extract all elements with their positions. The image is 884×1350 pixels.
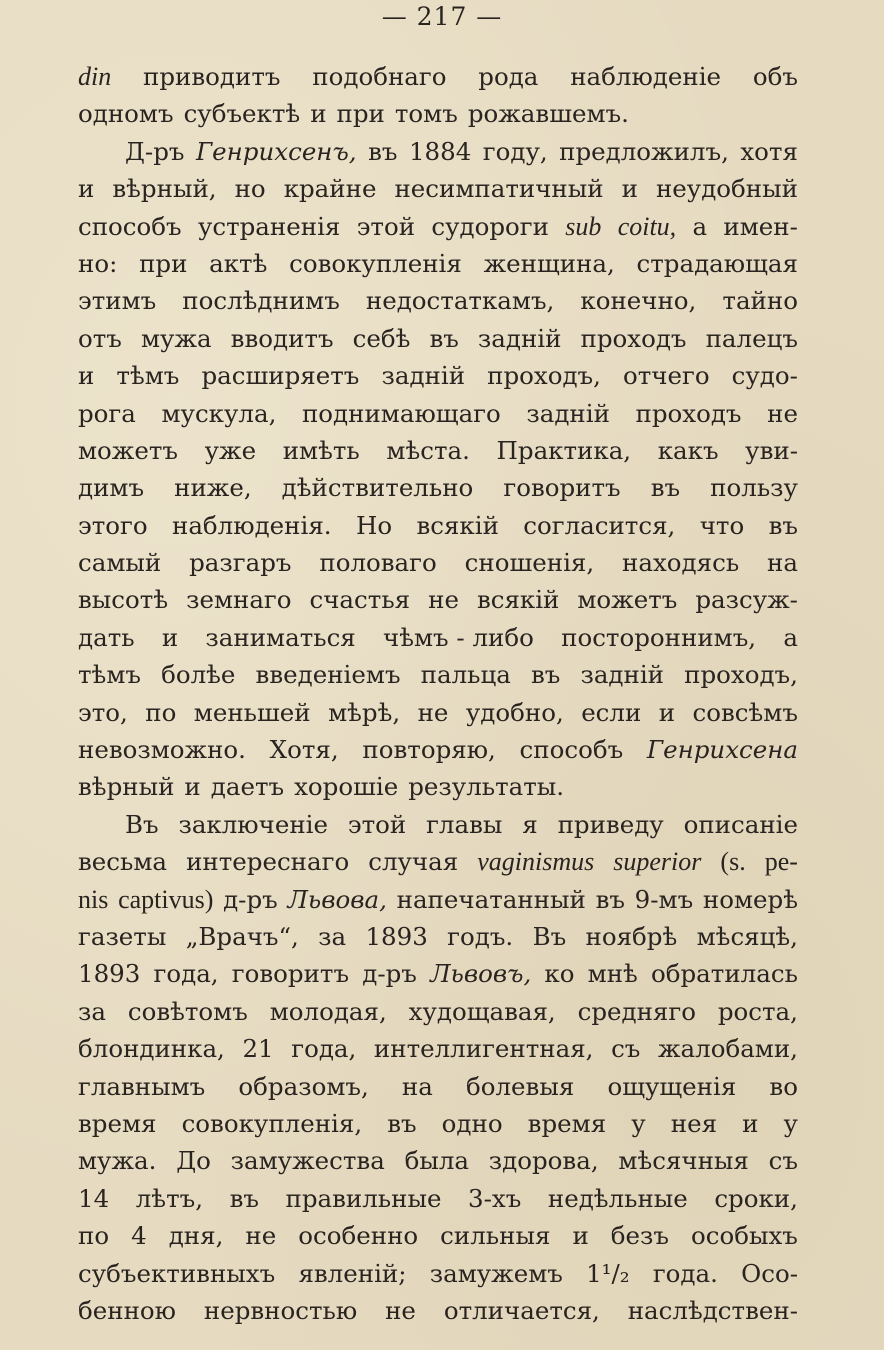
- word: за: [78, 996, 106, 1026]
- word: Въ: [125, 809, 159, 839]
- text-line: [78, 881, 798, 918]
- text-line: [78, 208, 798, 245]
- word: рожавшемъ.: [467, 99, 629, 129]
- word: мѣсячныя: [618, 1146, 749, 1176]
- word: Осо-: [741, 1258, 798, 1288]
- word: и: [78, 174, 95, 204]
- text-line: [78, 1142, 798, 1179]
- word: предложилъ,: [559, 136, 729, 166]
- word: 4: [131, 1221, 147, 1251]
- word: тѣмъ: [78, 660, 141, 690]
- word: сроки,: [714, 1183, 798, 1213]
- word: проходъ: [580, 323, 687, 353]
- word: superior: [613, 847, 702, 877]
- text-line: [78, 1068, 798, 1105]
- word: вѣрный,: [112, 174, 217, 204]
- word: заключеніе: [178, 809, 328, 839]
- text-line: [78, 581, 798, 618]
- text-line: [78, 469, 798, 506]
- word: образомъ,: [238, 1071, 369, 1101]
- word: даетъ: [210, 772, 285, 802]
- word: способъ: [519, 735, 624, 765]
- word: проходъ,: [487, 361, 601, 391]
- word: можетъ: [78, 435, 178, 465]
- word: въ: [768, 510, 798, 540]
- word: находясь: [622, 548, 740, 578]
- text-line: [78, 843, 798, 880]
- word: средняго: [577, 996, 696, 1026]
- word: дня,: [168, 1221, 224, 1251]
- word: была: [404, 1146, 469, 1176]
- word: повторяю,: [362, 735, 496, 765]
- word: поднимающаго: [301, 398, 501, 428]
- word: Львова,: [287, 884, 387, 914]
- text-line: [78, 656, 798, 693]
- word: по: [78, 1221, 110, 1251]
- word: здорова,: [488, 1146, 599, 1176]
- word: худощавая,: [408, 996, 556, 1026]
- word: недѣльные: [547, 1183, 688, 1213]
- text-line: [78, 1217, 798, 1254]
- word: какъ: [657, 435, 719, 465]
- word: д-ръ: [362, 959, 417, 989]
- word: интереснаго: [186, 847, 350, 877]
- word: время: [527, 1108, 607, 1138]
- word: года,: [291, 1034, 357, 1064]
- word: уже: [204, 435, 257, 465]
- word: пальца: [420, 660, 511, 690]
- text-line: [78, 133, 798, 170]
- word: невозможно.: [78, 735, 246, 765]
- text-line: [78, 320, 798, 357]
- word: заниматься: [205, 622, 356, 652]
- word: съ: [611, 1034, 641, 1064]
- text-line: [78, 993, 798, 1030]
- word: особенно: [298, 1221, 419, 1251]
- word: съ: [768, 1146, 798, 1176]
- word: субъектѣ: [183, 99, 301, 129]
- word: имѣть: [282, 435, 360, 465]
- word: бенною: [78, 1295, 176, 1325]
- word: способъ: [78, 211, 182, 241]
- text-line: [78, 1255, 798, 1292]
- word: случая: [368, 847, 459, 877]
- word: мускула,: [161, 398, 277, 428]
- word: 1893: [365, 921, 428, 951]
- word: ноябрѣ: [585, 921, 678, 951]
- word: задній: [526, 398, 610, 428]
- word: палецъ: [705, 323, 798, 353]
- word: молодая,: [269, 996, 387, 1026]
- word: совсѣмъ: [692, 697, 798, 727]
- word: 14: [78, 1183, 110, 1213]
- word: чѣмъ - либо: [383, 622, 534, 652]
- word: самый: [78, 548, 162, 578]
- word: женщина,: [483, 248, 615, 278]
- word: половаго: [319, 548, 437, 578]
- word: высотѣ: [78, 585, 169, 615]
- word: Но: [355, 510, 393, 540]
- word: блондинка,: [78, 1034, 225, 1064]
- word: этой: [347, 809, 407, 839]
- word: и: [572, 1221, 589, 1251]
- word: роста,: [717, 996, 798, 1026]
- word: нея: [670, 1108, 718, 1138]
- word: главнымъ: [78, 1071, 206, 1101]
- word: не: [245, 1221, 277, 1251]
- word: а: [783, 622, 798, 652]
- word: этимъ: [78, 286, 157, 316]
- word: наблюденіе: [570, 62, 722, 91]
- word: din: [78, 62, 112, 91]
- word: говоритъ: [231, 959, 350, 989]
- word: можетъ: [577, 585, 678, 615]
- word: введеніемъ: [255, 660, 401, 690]
- word: судо-: [731, 361, 798, 391]
- word: Хотя,: [269, 735, 339, 765]
- word: Въ: [532, 921, 567, 951]
- word: вѣрный: [78, 772, 175, 802]
- text-line: [78, 282, 798, 319]
- word: приводитъ: [143, 62, 281, 91]
- word: сношенія,: [464, 548, 595, 578]
- text-line: [78, 731, 798, 768]
- word: удобно,: [465, 697, 564, 727]
- word: результаты.: [408, 772, 565, 802]
- word: мнѣ: [587, 959, 638, 989]
- word: описаніе: [683, 809, 798, 839]
- word: нервностью: [203, 1295, 358, 1325]
- word: Генрихсенъ,: [195, 136, 357, 166]
- word: это,: [78, 697, 128, 727]
- word: томъ: [394, 99, 458, 129]
- word: если: [581, 697, 642, 727]
- word: проходъ,: [684, 660, 798, 690]
- word: а: [692, 211, 708, 241]
- word: разгаръ: [189, 548, 292, 578]
- word: хотя: [740, 136, 798, 166]
- word: задній: [381, 361, 466, 391]
- word: этой: [356, 211, 416, 241]
- word: совокупленія,: [181, 1108, 363, 1138]
- word: задній: [580, 660, 665, 690]
- word: 1893: [78, 959, 141, 989]
- word: имен-: [723, 211, 798, 241]
- word: не: [417, 697, 449, 727]
- word: и: [658, 697, 676, 727]
- word: обратилась: [651, 959, 798, 989]
- text-line: [78, 507, 798, 544]
- word: 21: [242, 1034, 274, 1064]
- word: проходъ: [635, 398, 742, 428]
- word: совокупленія: [289, 248, 462, 278]
- word: интеллигентная,: [373, 1034, 594, 1064]
- word: приведу: [557, 809, 664, 839]
- word: рога: [78, 398, 136, 428]
- word: пользу: [710, 473, 798, 503]
- word: мужа: [140, 323, 212, 353]
- text-line: [78, 357, 798, 394]
- word: но: [234, 174, 266, 204]
- word: и: [78, 361, 95, 391]
- word: и: [161, 622, 179, 652]
- word: уви-: [745, 435, 798, 465]
- word: правильные: [285, 1183, 442, 1213]
- word: актѣ: [209, 248, 268, 278]
- text-line: [78, 432, 798, 469]
- word: мѣрѣ,: [328, 697, 401, 727]
- word: тайно: [722, 286, 798, 316]
- word: captivus): [118, 884, 214, 914]
- word: 3-хъ: [468, 1183, 522, 1213]
- word: nis: [78, 884, 109, 914]
- word: на: [401, 1071, 433, 1101]
- text-line: [78, 58, 798, 95]
- word: согласится,: [523, 510, 676, 540]
- word: и: [184, 772, 201, 802]
- word: задній: [477, 323, 562, 353]
- word: ощущенія: [607, 1071, 737, 1101]
- word: время: [78, 1108, 157, 1138]
- word: недостаткамъ,: [365, 286, 555, 316]
- word: мужа.: [78, 1146, 157, 1176]
- word: всякій: [476, 585, 560, 615]
- word: „Врачъ“,: [185, 921, 299, 951]
- word: лѣтъ,: [135, 1183, 204, 1213]
- word: въ: [530, 660, 561, 690]
- text-line: [78, 694, 798, 731]
- word: отличается,: [443, 1295, 600, 1325]
- word: тѣмъ: [116, 361, 180, 391]
- word: безъ: [610, 1221, 669, 1251]
- word: во: [769, 1071, 798, 1101]
- word: расширяетъ: [201, 361, 360, 391]
- word: у: [783, 1108, 798, 1138]
- word: у: [631, 1108, 646, 1138]
- word: я: [522, 809, 538, 839]
- word: земнаго: [186, 585, 292, 615]
- word: крайне: [283, 174, 377, 204]
- word: не: [428, 585, 459, 615]
- word: ко: [544, 959, 575, 989]
- word: года.: [652, 1258, 718, 1288]
- word: рода: [478, 62, 539, 91]
- word: меньшей: [193, 697, 311, 727]
- word: (s.: [720, 847, 746, 877]
- word: судороги: [431, 211, 549, 241]
- word: болевыя: [465, 1071, 575, 1101]
- word: себѣ: [352, 323, 411, 353]
- word: въ: [429, 323, 459, 353]
- word: объ: [752, 62, 798, 91]
- word: особыхъ: [691, 1221, 798, 1251]
- word: постороннимъ,: [561, 622, 757, 652]
- word: жалобами,: [657, 1034, 798, 1064]
- text-line: [78, 95, 798, 132]
- word: 9-мъ: [634, 884, 694, 914]
- text-line: [78, 1180, 798, 1217]
- word: дѣйствительно: [281, 473, 474, 503]
- word: говоритъ: [503, 473, 621, 503]
- word: отъ: [78, 323, 122, 353]
- word: мѣста.: [386, 435, 470, 465]
- word: въ: [595, 884, 625, 914]
- word: послѣднимъ: [182, 286, 340, 316]
- word: одномъ: [78, 99, 174, 129]
- word: главы: [426, 809, 503, 839]
- word: несимпатичный: [394, 174, 604, 204]
- word: субъективныхъ: [78, 1258, 276, 1288]
- word: 1¹/₂: [586, 1258, 630, 1288]
- word: не: [767, 398, 798, 428]
- word: что: [699, 510, 745, 540]
- text-line: [78, 768, 798, 805]
- text-line: [78, 955, 798, 992]
- body-text: [78, 58, 798, 1329]
- text-line: [78, 170, 798, 207]
- word: хорошіе: [294, 772, 399, 802]
- word: sub: [565, 211, 602, 241]
- word: болѣе: [161, 660, 236, 690]
- word: дать: [78, 622, 135, 652]
- word: наблюденія.: [172, 510, 332, 540]
- word: году,: [482, 136, 548, 166]
- text-line: [78, 395, 798, 432]
- word: совѣтомъ: [127, 996, 248, 1026]
- word: страдающая: [636, 248, 798, 278]
- word: До: [176, 1146, 211, 1176]
- word: сильныя: [440, 1221, 551, 1251]
- word: и: [310, 99, 327, 129]
- word: димъ: [78, 473, 145, 503]
- word: и: [621, 174, 638, 204]
- text-line: [78, 544, 798, 581]
- page-number: — 217 —: [381, 2, 503, 31]
- text-line: [78, 245, 798, 282]
- word: весьма: [78, 847, 168, 877]
- word: всякій: [416, 510, 499, 540]
- word: при: [336, 99, 385, 129]
- word: ниже,: [174, 473, 252, 503]
- word: наслѣдствен-: [627, 1295, 798, 1325]
- word: замужества: [230, 1146, 385, 1176]
- text-line: [78, 1030, 798, 1067]
- word: явленій;: [298, 1258, 407, 1288]
- text-line: [78, 1292, 798, 1329]
- word: замужемъ: [429, 1258, 563, 1288]
- word: напечатанный: [396, 884, 586, 914]
- text-line: [78, 918, 798, 955]
- text-line: [78, 619, 798, 656]
- word: одно: [441, 1108, 503, 1138]
- word: и: [742, 1108, 759, 1138]
- text-line: [78, 806, 798, 843]
- word: Практика,: [496, 435, 632, 465]
- word: подобнаго: [312, 62, 447, 91]
- word: въ: [650, 473, 681, 503]
- word: pe-: [764, 847, 798, 877]
- word: этого: [78, 510, 148, 540]
- word: на: [767, 548, 798, 578]
- word: конечно,: [580, 286, 697, 316]
- word: газеты: [78, 921, 167, 951]
- word: 1884: [408, 136, 472, 166]
- word: д-ръ: [223, 884, 278, 914]
- word: въ: [229, 1183, 259, 1213]
- word: за: [318, 921, 347, 951]
- word: разсуж-: [695, 585, 798, 615]
- word: въ: [368, 136, 398, 166]
- word: года,: [153, 959, 219, 989]
- word: vaginismus: [477, 847, 595, 877]
- word: по: [145, 697, 177, 727]
- word: Генрихсена: [646, 735, 798, 765]
- word: но:: [78, 248, 118, 278]
- word: при: [139, 248, 188, 278]
- word: номерѣ: [702, 884, 798, 914]
- word: устраненія: [197, 211, 341, 241]
- word: coitu,: [617, 211, 677, 241]
- word: годъ.: [447, 921, 514, 951]
- word: въ: [387, 1108, 417, 1138]
- word: неудобный: [655, 174, 798, 204]
- word: Львовъ,: [430, 959, 532, 989]
- word: счастья: [309, 585, 411, 615]
- text-line: [78, 1105, 798, 1142]
- word: вводитъ: [230, 323, 334, 353]
- word: Д-ръ: [125, 136, 185, 166]
- word: мѣсяцѣ,: [696, 921, 798, 951]
- word: отчего: [622, 361, 710, 391]
- word: не: [385, 1295, 416, 1325]
